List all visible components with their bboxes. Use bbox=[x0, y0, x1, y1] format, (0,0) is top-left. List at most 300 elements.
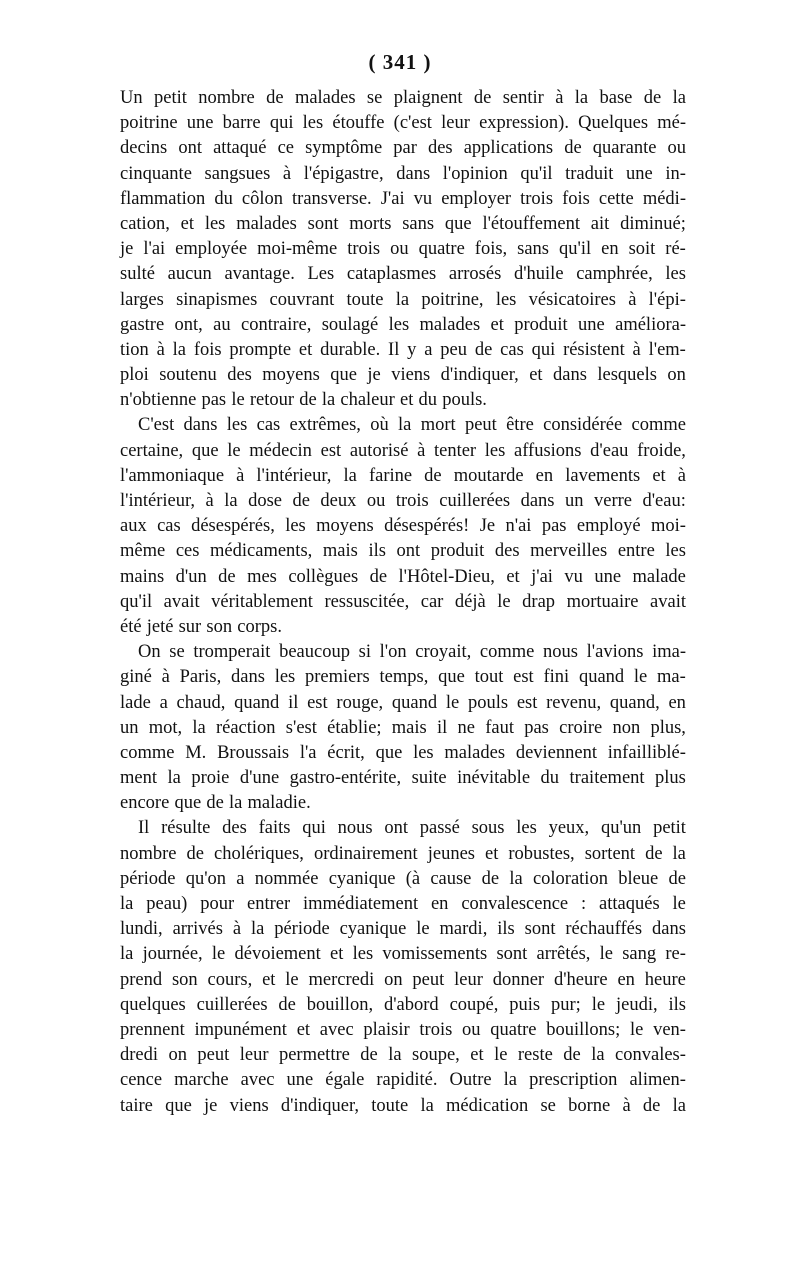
word: les bbox=[413, 742, 434, 763]
word: n'obtienne bbox=[120, 390, 197, 411]
word: de bbox=[292, 491, 310, 511]
text-line bbox=[120, 136, 686, 161]
word: mortuaire bbox=[566, 591, 639, 612]
word: la bbox=[120, 894, 134, 914]
word: soupe, bbox=[412, 1045, 460, 1066]
paragraph bbox=[120, 640, 686, 816]
word: période bbox=[274, 919, 330, 940]
word: si bbox=[358, 642, 371, 663]
word: à bbox=[232, 919, 242, 940]
word: J'ai bbox=[380, 188, 405, 209]
word: proie bbox=[191, 768, 230, 789]
word: d'un bbox=[175, 566, 207, 587]
word: que bbox=[444, 213, 472, 234]
word: plus, bbox=[650, 717, 686, 738]
word: d'huile bbox=[513, 264, 564, 285]
word: qu'il bbox=[559, 239, 592, 260]
text-line bbox=[120, 489, 686, 514]
word: ou bbox=[390, 239, 409, 260]
word: la bbox=[250, 919, 265, 940]
word: ce bbox=[277, 138, 294, 159]
word: et bbox=[180, 213, 194, 234]
word: à bbox=[282, 163, 292, 184]
word: d'heure bbox=[553, 969, 608, 990]
word: l'intérieur, bbox=[120, 491, 196, 511]
word: est bbox=[320, 440, 342, 461]
word: en bbox=[668, 692, 686, 713]
word: gastro-entérite, bbox=[289, 768, 402, 789]
word: l'Hôtel-Dieu, bbox=[398, 566, 495, 587]
word: l'em- bbox=[648, 339, 686, 360]
word: soutenu bbox=[159, 365, 217, 386]
word: prompte bbox=[229, 339, 292, 360]
text-line bbox=[120, 212, 686, 237]
word: véritablement bbox=[211, 591, 313, 612]
word: symptôme bbox=[305, 138, 383, 159]
word: l'ai bbox=[143, 239, 166, 260]
word: des bbox=[222, 818, 247, 839]
word: en bbox=[430, 894, 449, 914]
word: alimen- bbox=[629, 1070, 686, 1091]
word: de bbox=[369, 566, 388, 587]
word: faits bbox=[258, 818, 291, 839]
word: impunément bbox=[194, 1019, 287, 1040]
word: la bbox=[672, 843, 686, 864]
word: le bbox=[416, 919, 430, 940]
word: ma- bbox=[657, 667, 686, 688]
text-line bbox=[120, 1018, 686, 1043]
word: j'ai bbox=[531, 566, 553, 587]
word: dredi bbox=[120, 1045, 159, 1066]
word: en bbox=[617, 969, 635, 990]
word: toute bbox=[346, 289, 384, 310]
word: et bbox=[490, 314, 504, 335]
word: le bbox=[211, 944, 226, 965]
word: se bbox=[366, 88, 383, 108]
word: rouge, bbox=[336, 692, 384, 713]
word: verre bbox=[593, 491, 632, 511]
word: même bbox=[120, 541, 166, 562]
word: poitrine, bbox=[421, 289, 484, 310]
word: qu'il bbox=[120, 591, 153, 612]
word: cause bbox=[430, 868, 472, 889]
word: immédiatement bbox=[303, 894, 419, 914]
word: prescription bbox=[529, 1070, 618, 1091]
text-line bbox=[120, 162, 686, 187]
word: traduit bbox=[565, 163, 614, 184]
word: arrivés bbox=[172, 919, 223, 940]
word: croyait, bbox=[415, 642, 472, 663]
word: avait bbox=[163, 591, 200, 612]
word: des bbox=[427, 138, 453, 159]
word: merveilles bbox=[530, 541, 608, 562]
word: reste bbox=[517, 1045, 553, 1066]
word: malades bbox=[294, 88, 356, 108]
word: bouillon, bbox=[306, 994, 374, 1015]
word: Il bbox=[138, 818, 150, 839]
word: d'eau bbox=[590, 440, 629, 461]
word: et bbox=[506, 566, 520, 587]
word: revenu, bbox=[546, 692, 602, 713]
word: ont bbox=[178, 138, 202, 159]
word: trois bbox=[395, 491, 429, 511]
word: cence bbox=[120, 1070, 163, 1091]
word: pas bbox=[524, 717, 549, 738]
word: la bbox=[672, 1095, 686, 1116]
word: quarante bbox=[592, 138, 657, 159]
word: (c'est bbox=[393, 113, 432, 134]
word: On bbox=[138, 642, 161, 663]
word: vu bbox=[413, 188, 433, 209]
word: pas bbox=[201, 390, 227, 411]
word: Outre bbox=[449, 1070, 492, 1091]
word: retour bbox=[249, 390, 295, 411]
word: ou bbox=[366, 491, 386, 511]
word: qui bbox=[531, 339, 556, 360]
word: nombre bbox=[198, 88, 255, 108]
word: attaqués bbox=[599, 894, 660, 914]
word: réaction bbox=[215, 717, 276, 738]
word: l'épigastre, bbox=[303, 163, 384, 184]
word: comme bbox=[120, 742, 175, 763]
word: permettre bbox=[278, 1045, 350, 1066]
word: le bbox=[494, 1045, 508, 1066]
word: réchauffés bbox=[565, 919, 643, 940]
word: une bbox=[594, 566, 622, 587]
word: ont, bbox=[174, 314, 203, 335]
word: infailliblé- bbox=[607, 742, 686, 763]
word: cette bbox=[598, 188, 634, 209]
word: quand bbox=[234, 692, 280, 713]
word: (à bbox=[405, 868, 421, 889]
word: médicaments, bbox=[210, 541, 313, 562]
word: côlon bbox=[241, 188, 283, 209]
word: base bbox=[599, 88, 633, 108]
word: du bbox=[540, 768, 560, 789]
word: il bbox=[288, 692, 299, 713]
word: aucun bbox=[167, 264, 212, 285]
word: comme bbox=[479, 642, 535, 663]
word: de bbox=[474, 339, 493, 360]
word: premiers bbox=[305, 667, 370, 688]
word: à bbox=[156, 339, 165, 360]
word: petit bbox=[153, 88, 187, 108]
word: les bbox=[388, 314, 410, 335]
word: est bbox=[516, 692, 538, 713]
word: la bbox=[574, 88, 589, 108]
word: et bbox=[330, 944, 344, 965]
word: une bbox=[186, 113, 214, 134]
word: que bbox=[174, 793, 202, 814]
word: avec bbox=[319, 1019, 354, 1040]
word: leur bbox=[441, 113, 470, 134]
text-line bbox=[120, 716, 686, 741]
word: les bbox=[226, 415, 248, 436]
word: du bbox=[214, 188, 233, 209]
word: du bbox=[418, 390, 438, 411]
word: a bbox=[424, 339, 433, 360]
word: produit bbox=[430, 541, 485, 562]
word: de bbox=[278, 994, 296, 1015]
word: bouillons; bbox=[546, 1019, 621, 1040]
word: au bbox=[213, 314, 231, 335]
text-line bbox=[120, 313, 686, 338]
word: d'une bbox=[239, 768, 280, 789]
word: médecin bbox=[249, 440, 312, 461]
word: moutarde bbox=[453, 465, 524, 486]
word: cholériques, bbox=[214, 843, 304, 864]
word: le bbox=[231, 390, 245, 411]
word: durable. bbox=[320, 339, 381, 360]
text-line bbox=[120, 288, 686, 313]
word: certaine, bbox=[120, 440, 184, 461]
word: l'étouffement bbox=[482, 213, 580, 234]
word: robustes, bbox=[508, 843, 575, 864]
word: arrosés bbox=[448, 264, 502, 285]
word: nous bbox=[337, 818, 373, 839]
word: la bbox=[388, 1045, 402, 1066]
word: tion bbox=[120, 339, 149, 360]
word: jeunes bbox=[427, 843, 475, 864]
word: avec bbox=[240, 1070, 275, 1091]
word: je bbox=[204, 1095, 218, 1116]
word: la bbox=[192, 717, 206, 738]
word: morts bbox=[349, 213, 392, 234]
word: les bbox=[665, 541, 686, 562]
word: sans bbox=[517, 239, 550, 260]
word: égale bbox=[325, 1070, 365, 1091]
word: deviennent bbox=[515, 742, 597, 763]
word: à bbox=[555, 88, 564, 108]
word: l'opinion bbox=[442, 163, 508, 184]
word: quatre bbox=[418, 239, 465, 260]
word: est bbox=[307, 692, 328, 713]
text-line bbox=[120, 565, 686, 590]
word: C'est bbox=[138, 415, 175, 436]
word: écrit, bbox=[327, 742, 365, 763]
word: mercredi bbox=[308, 969, 375, 990]
word: avantage. bbox=[224, 264, 295, 285]
word: de bbox=[645, 843, 663, 864]
word: Broussais bbox=[217, 742, 290, 763]
word: à bbox=[677, 465, 686, 486]
word: deux bbox=[320, 491, 357, 511]
word: Un bbox=[120, 88, 143, 108]
text-line bbox=[120, 464, 686, 489]
word: les bbox=[665, 264, 686, 285]
word: je bbox=[120, 239, 134, 260]
word: de bbox=[473, 88, 492, 108]
word: mais bbox=[322, 541, 358, 562]
word: à bbox=[628, 289, 637, 310]
word: malades bbox=[236, 213, 297, 234]
word: arrêtés, bbox=[536, 944, 591, 965]
word: mains bbox=[120, 566, 165, 587]
word: de bbox=[206, 793, 224, 814]
word: moyens bbox=[316, 516, 374, 537]
word: marche bbox=[174, 1070, 229, 1091]
word: malades bbox=[419, 314, 481, 335]
text-line bbox=[120, 766, 686, 791]
word: de bbox=[563, 1045, 581, 1066]
word: d'eau: bbox=[642, 491, 686, 511]
word: désespérés, bbox=[191, 516, 275, 537]
text-line bbox=[120, 262, 686, 287]
paragraph bbox=[120, 816, 686, 1118]
word: une bbox=[286, 1070, 314, 1091]
word: rapidité. bbox=[376, 1070, 438, 1091]
text-line bbox=[120, 1068, 686, 1093]
word: attaqué bbox=[213, 138, 267, 159]
word: le bbox=[591, 994, 606, 1015]
word: l'on bbox=[379, 642, 407, 663]
word: fois, bbox=[474, 239, 508, 260]
word: yeux, bbox=[548, 818, 590, 839]
word: cas bbox=[157, 516, 181, 537]
word: les bbox=[274, 667, 296, 688]
word: la bbox=[229, 793, 243, 814]
word: produit bbox=[514, 314, 568, 335]
word: dans bbox=[231, 667, 265, 688]
word: la bbox=[321, 390, 336, 411]
word: farine bbox=[368, 465, 413, 486]
word: plaignent bbox=[393, 88, 463, 108]
word: de bbox=[424, 465, 442, 486]
word: sont bbox=[307, 213, 339, 234]
word: il bbox=[436, 717, 448, 738]
text-line bbox=[120, 388, 686, 413]
word: à bbox=[622, 1095, 631, 1116]
word: de bbox=[668, 868, 686, 889]
word: dans bbox=[396, 163, 431, 184]
word: l'ammoniaque bbox=[120, 465, 225, 486]
word: employé bbox=[576, 516, 641, 537]
word: tenter bbox=[433, 440, 477, 461]
word: larges bbox=[120, 289, 164, 310]
word: entrer bbox=[247, 894, 291, 914]
word: un bbox=[120, 717, 139, 738]
word: transverse. bbox=[292, 188, 372, 209]
word: leur bbox=[454, 969, 483, 990]
word: pas bbox=[541, 516, 567, 537]
text-line bbox=[120, 993, 686, 1018]
word: inévitable bbox=[457, 768, 531, 789]
word: suite bbox=[411, 768, 447, 789]
word: la bbox=[503, 1070, 518, 1091]
word: et bbox=[262, 969, 276, 990]
word: mort bbox=[420, 415, 456, 436]
word: de bbox=[643, 88, 662, 108]
word: ces bbox=[175, 541, 200, 562]
word: peut bbox=[464, 415, 497, 436]
word: extrêmes, bbox=[289, 415, 361, 436]
word: vu bbox=[564, 566, 583, 587]
word: drap bbox=[522, 591, 556, 612]
word: donner bbox=[492, 969, 545, 990]
word: le bbox=[497, 591, 511, 612]
word: lundi, bbox=[120, 919, 163, 940]
word: et bbox=[470, 1045, 484, 1066]
paragraph bbox=[120, 413, 686, 640]
word: et bbox=[298, 339, 313, 360]
word: malade bbox=[632, 566, 686, 587]
word: médi- bbox=[642, 188, 686, 209]
word: cation, bbox=[120, 213, 170, 234]
word: passé bbox=[419, 818, 460, 839]
word: la bbox=[172, 339, 187, 360]
word: se bbox=[169, 642, 185, 663]
word: établie; bbox=[327, 717, 382, 738]
text-line bbox=[120, 363, 686, 388]
word: applications bbox=[463, 138, 554, 159]
word: le bbox=[629, 1019, 644, 1040]
word: quand bbox=[578, 667, 625, 688]
word: la bbox=[167, 768, 181, 789]
word: le bbox=[445, 692, 460, 713]
word: que bbox=[438, 667, 465, 688]
word: la bbox=[672, 88, 686, 108]
word: ils bbox=[668, 994, 686, 1015]
word: beaucoup bbox=[279, 642, 350, 663]
word: le bbox=[599, 944, 613, 965]
word: les bbox=[302, 113, 324, 134]
paragraph bbox=[120, 86, 686, 413]
word: une bbox=[578, 314, 605, 335]
word: ploi bbox=[120, 365, 149, 386]
word: y bbox=[407, 339, 417, 360]
word: coupé, bbox=[449, 994, 499, 1015]
word: on bbox=[667, 365, 686, 386]
word: cyanique bbox=[339, 919, 407, 940]
word: de bbox=[266, 88, 284, 108]
word: prennent bbox=[120, 1019, 185, 1040]
word: trois bbox=[419, 1019, 453, 1040]
word: fois bbox=[193, 339, 222, 360]
word: malades bbox=[444, 742, 506, 763]
word: les bbox=[484, 440, 506, 461]
text-line bbox=[120, 615, 686, 640]
word: diminué; bbox=[620, 213, 686, 234]
word: et bbox=[296, 1019, 311, 1040]
word: convales- bbox=[615, 1045, 686, 1066]
word: in- bbox=[665, 163, 686, 184]
word: sortent bbox=[584, 843, 636, 864]
word: d'abord bbox=[383, 994, 439, 1015]
word: cinquante bbox=[120, 163, 192, 184]
word: dans bbox=[520, 491, 555, 511]
word: maladie. bbox=[247, 793, 311, 814]
word: sous bbox=[471, 818, 505, 839]
word: la bbox=[398, 415, 412, 436]
word: médication bbox=[446, 1095, 529, 1116]
word: désespérés! bbox=[384, 516, 470, 537]
word: à bbox=[417, 440, 426, 461]
word: l'a bbox=[299, 742, 317, 763]
word: en bbox=[601, 239, 619, 260]
word: employée bbox=[175, 239, 248, 260]
word: cyanique bbox=[328, 868, 396, 889]
text-line bbox=[120, 917, 686, 942]
word: poitrine bbox=[120, 113, 178, 134]
word: cataplasmes bbox=[346, 264, 437, 285]
word: contraire, bbox=[241, 314, 312, 335]
word: fois bbox=[562, 188, 590, 209]
word: de bbox=[481, 868, 500, 889]
word: encore bbox=[120, 793, 170, 814]
word: cours, bbox=[207, 969, 253, 990]
text-line bbox=[120, 791, 686, 816]
word: peau) bbox=[146, 894, 188, 914]
